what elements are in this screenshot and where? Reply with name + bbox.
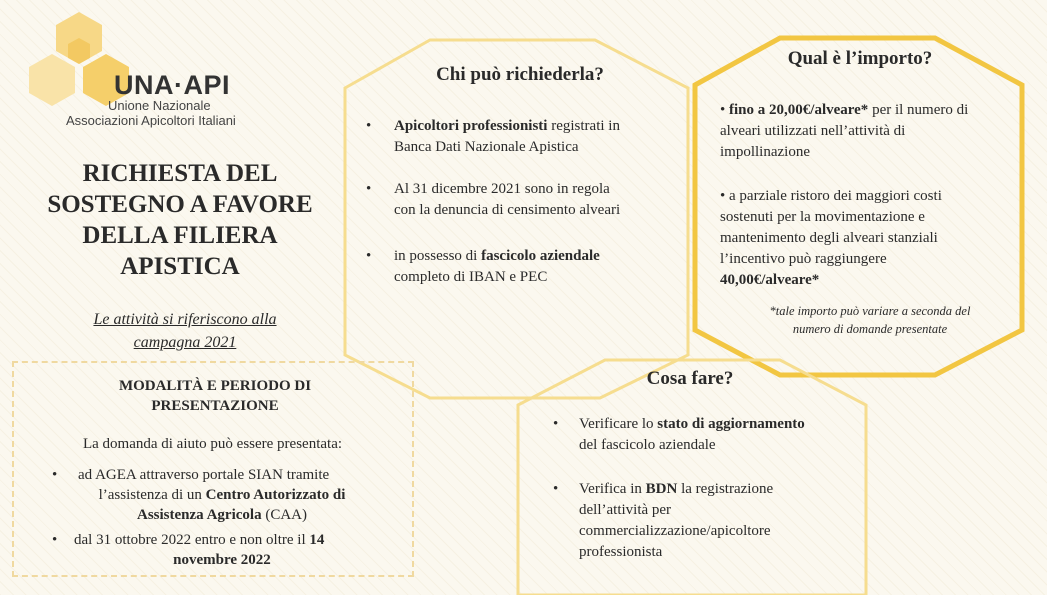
page-title: RICHIESTA DEL SOSTEGNO A FAVORE DELLA FILIERA APISTICA (47, 160, 313, 280)
importo-title: Qual è l’importo? (787, 48, 933, 69)
cosa-item-2: • Verifica in BDN la registrazione dell’attività per commercializzazione/apicoltore professionista (553, 481, 774, 560)
bullet-icon: • (366, 118, 372, 134)
chi-item-3: • in possesso di fascicolo aziendale completo di IBAN e PEC (366, 248, 600, 285)
cosa-item-1: • Verificare lo stato di aggiornamento del fascicolo aziendale (553, 416, 805, 453)
importo-note: *tale importo può variare a seconda del numero di domande presentate (769, 304, 971, 336)
bullet-icon: • (720, 188, 730, 204)
logo-name: UNA·API (114, 70, 230, 100)
bullet-icon: • (366, 248, 372, 264)
bullet-icon: • (553, 481, 559, 497)
chi-title: Chi può richiederla? (436, 64, 604, 85)
modalita-item-2: • dal 31 ottobre 2022 entro e non oltre il 14 novembre 2022 (52, 532, 325, 568)
bullet-icon: • (366, 181, 372, 197)
bullet-icon: • (52, 467, 58, 483)
modalita-intro: La domanda di aiuto può essere presentata: (82, 436, 343, 452)
importo-item-2: • a parziale ristoro dei maggiori costi sostenuti per la movimentazione e mantenimento degli alveari stanziali l’incentivo può raggiungere 40,00€/alveare* (720, 188, 942, 288)
bullet-icon: • (720, 102, 730, 118)
chi-item-1: • Apicoltori professionisti registrati in Banca Dati Nazionale Apistica (366, 118, 620, 155)
importo-item-1: • fino a 20,00€/alveare* per il numero di alveari utilizzati nell’attività di impollinazione (720, 102, 969, 160)
bullet-icon: • (52, 532, 58, 548)
cosa-title: Cosa fare? (646, 368, 734, 389)
page-subtitle: Le attività si riferiscono alla campagna 2021 (93, 311, 277, 351)
modalita-title: MODALITÀ E PERIODO DI PRESENTAZIONE (118, 378, 312, 414)
logo-line1: Unione Nazionale (108, 98, 211, 113)
chi-item-2: • Al 31 dicembre 2021 sono in regola con la denuncia di censimento alveari (366, 181, 621, 218)
logo-line2: Associazioni Apicoltori Italiani (66, 113, 236, 128)
bullet-icon: • (553, 416, 559, 432)
modalita-item-1: • ad AGEA attraverso portale SIAN tramite l’assistenza di un Centro Autorizzato di Assistenza Agricola (CAA) (52, 467, 346, 523)
